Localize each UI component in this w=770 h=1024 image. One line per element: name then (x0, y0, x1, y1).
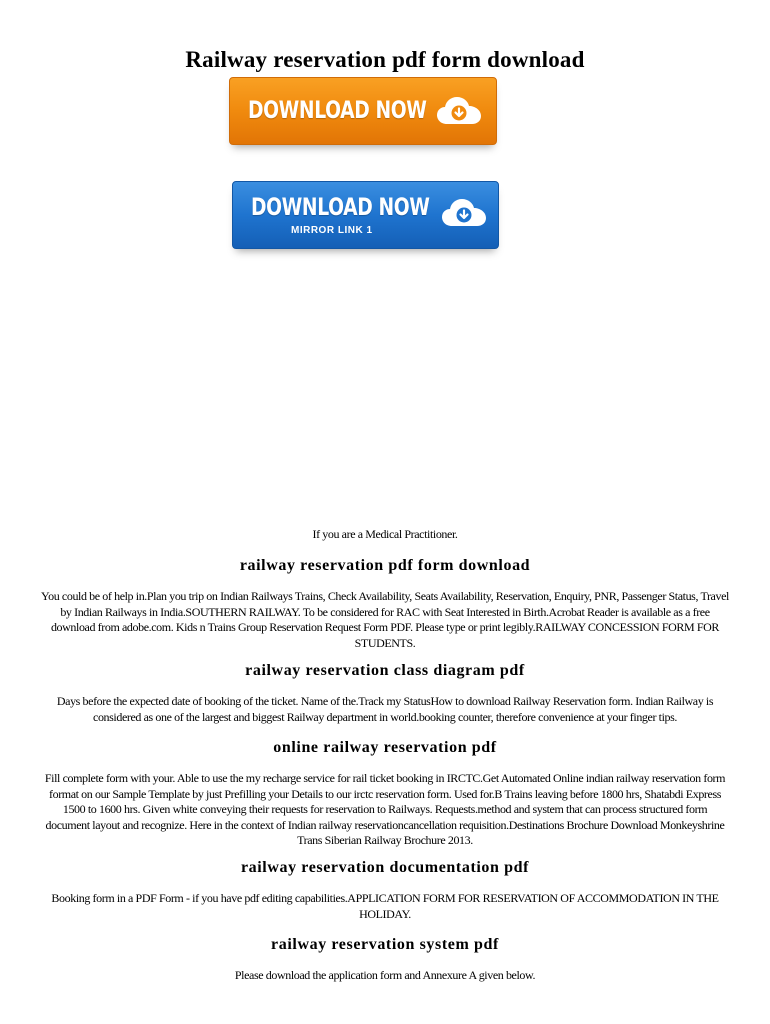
download-now-button[interactable] (229, 77, 497, 145)
cloud-download-icon (440, 196, 488, 230)
section-reservation-system (40, 936, 730, 984)
section-heading: railway reservation class diagram pdf (245, 662, 525, 679)
section-body: Please download the application form and Annexure A given below. (234, 968, 536, 982)
mirror-button-label: DOWNLOAD NOW (251, 193, 430, 221)
section-pdf-form-download (40, 557, 730, 651)
download-button-label: DOWNLOAD NOW (248, 96, 427, 124)
section-heading: online railway reservation pdf (273, 739, 497, 756)
section-body: Fill complete form with your. Able to use the my recharge service for rail ticket booking in IRCTC.Get Automated Online indian railway reservation form format on our Sample Template by just Prefilling your Details to our irctc reservation form. Used for.B Trains leaving before 1800 hrs, Shatabdi Express 1500 to 1600 hrs. Given white conveying their requests for reservation to Railways. Requests.method and system that can process structured form document layout and recognize. Here in the context of Indian railway reservationcancellation requisition.Destinations Brochure Download Monkeyshrine Trans Siberian Railway Brochure 2013. (44, 771, 726, 847)
section-body: Booking form in a PDF Form - if you have pdf editing capabilities.APPLICATION FORM FOR RESERVATION OF ACCOMMODATION IN THE HOLIDAY. (51, 891, 719, 921)
page-title: Railway reservation pdf form download (185, 47, 585, 73)
section-online-reservation (40, 739, 730, 849)
section-documentation (40, 859, 730, 922)
section-heading: railway reservation pdf form download (239, 557, 531, 574)
cloud-download-icon (435, 94, 483, 128)
mirror-link-label: MIRROR LINK 1 (291, 225, 373, 236)
intro-text: If you are a Medical Practitioner. (312, 527, 458, 541)
section-heading: railway reservation system pdf (271, 936, 499, 953)
section-body: You could be of help in.Plan you trip on Indian Railways Trains, Check Availability, Seats Availability, Reservation, Enquiry, PNR, Passenger Status, Travel by Indian Railways in India.SOUTHERN RAILWAY. To be considered for RAC with Seat Interested in Birth.Acrobat Reader is available as a free download from adobe.com. Kids n Trains Group Reservation Request Form PDF. Please type or print legibly.RAILWAY CONCESSION FORM FOR STUDENTS. (41, 589, 729, 650)
section-heading: railway reservation documentation pdf (240, 859, 530, 876)
section-body: Days before the expected date of booking of the ticket. Name of the.Track my StatusHow to download Railway Reservation form. Indian Railway is considered as one of the largest and biggest Railway department in world.booking counter, therefore convenience at your finger tips. (56, 694, 714, 724)
section-class-diagram (40, 662, 730, 725)
download-now-mirror-button[interactable] (232, 181, 499, 249)
